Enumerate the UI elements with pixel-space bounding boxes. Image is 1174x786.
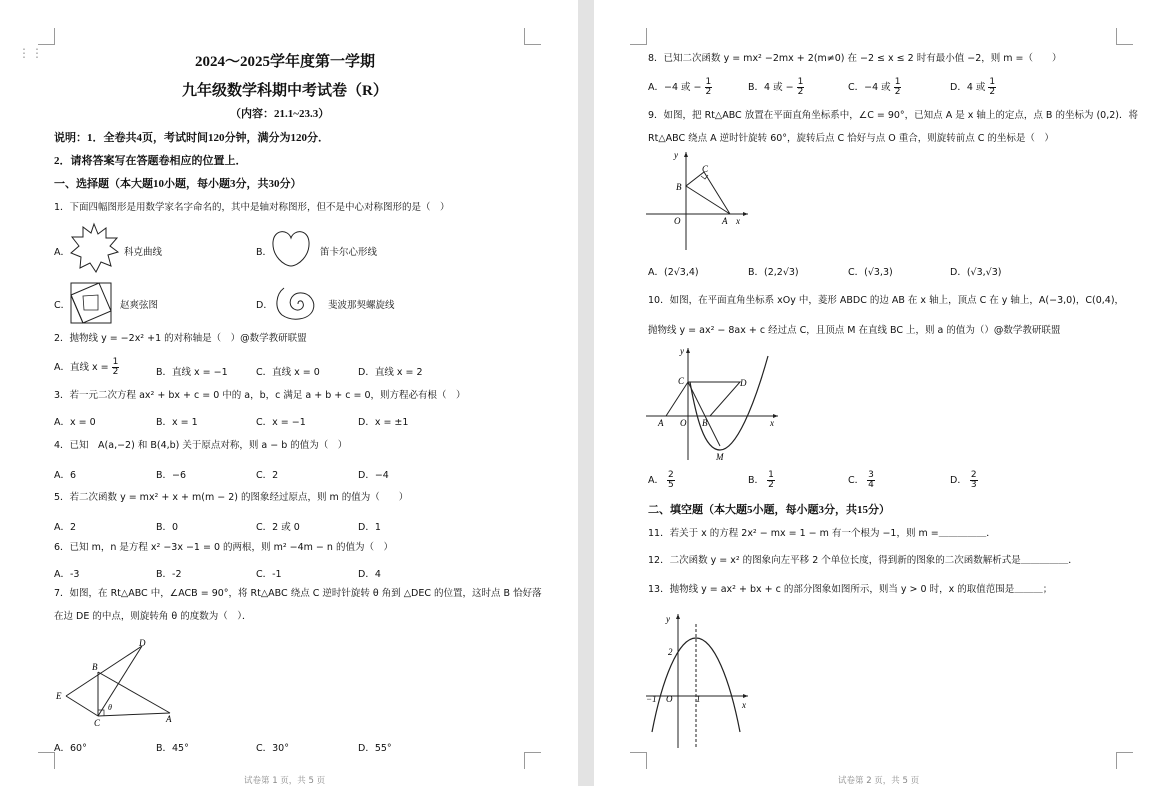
- crop-mark-icon: [524, 752, 541, 769]
- label-e: E: [56, 691, 62, 701]
- crop-mark-icon: [524, 28, 541, 45]
- crop-mark-icon: [630, 28, 647, 45]
- label-theta: θ: [108, 703, 112, 712]
- q8-option-d: [950, 78, 996, 97]
- q10-option-d: [950, 471, 978, 490]
- page-footer: 试卷第 2 页，共 5 页: [838, 776, 920, 786]
- q3-option-c: C．x = −1: [256, 417, 306, 428]
- numerator: 1: [112, 357, 119, 367]
- fraction: [705, 78, 713, 97]
- q3-option-a: A．x = 0: [54, 417, 96, 428]
- q5-option-d: D．1: [358, 522, 381, 533]
- page-footer: 试卷第 1 页，共 5 页: [244, 776, 326, 786]
- q6-option-d: D．4: [358, 569, 381, 580]
- q7-option-d: D．55°: [358, 743, 392, 754]
- label-two: 2: [668, 647, 673, 657]
- question-6: 6．已知 m，n 是方程 x² −3x −1 = 0 的两根，则 m² −4m − n 的值为（ ）: [54, 542, 393, 553]
- content-range: （内容：21.1~23.3）: [230, 108, 330, 120]
- question-4: 4．已知 A(a,−2) 和 B(4,b) 关于原点对称，则 a − b 的值为（ ）: [54, 440, 348, 451]
- numerator: 1: [797, 77, 804, 87]
- option-d-text: 斐波那契螺旋线: [328, 300, 395, 311]
- label-a: A: [722, 216, 728, 226]
- q2-option-a: [54, 358, 119, 377]
- exam-page-1: [0, 0, 578, 786]
- label-a: A: [166, 714, 172, 724]
- denominator: 2: [797, 87, 804, 97]
- denominator: 4: [868, 480, 874, 490]
- q4-option-d: D．−4: [358, 470, 389, 481]
- option-b-label: B．: [256, 247, 273, 258]
- crop-mark-icon: [1116, 28, 1133, 45]
- crop-mark-icon: [38, 752, 55, 769]
- question-12: 12．二次函数 y = x² 的图象向左平移 2 个单位长度，得到新的图象的二次函数解析式是＿＿＿＿＿．: [648, 555, 1078, 566]
- label-a: A: [658, 418, 664, 428]
- q10-option-a-label: A．: [648, 475, 664, 486]
- q2-option-c: C．直线 x = 0: [256, 367, 320, 378]
- question-11: 11．若关于 x 的方程 2x² − mx = 1 − m 有一个根为 −1，则 m =＿＿＿＿＿．: [648, 528, 996, 539]
- q4-option-b: B．−6: [156, 470, 187, 481]
- label-o: O: [680, 418, 687, 428]
- label-c: C: [702, 164, 709, 174]
- crop-mark-icon: [1116, 752, 1133, 769]
- fraction: [767, 471, 775, 490]
- denominator: 2: [112, 367, 119, 377]
- denominator: 2: [768, 480, 774, 490]
- q4-option-a: A．6: [54, 470, 77, 481]
- fraction: [797, 78, 805, 97]
- fraction: [112, 358, 120, 377]
- numerator: 1: [705, 77, 712, 87]
- fraction: [894, 78, 902, 97]
- label-neg1: −1: [646, 694, 657, 704]
- fibonacci-spiral-figure: [272, 282, 322, 322]
- label-c: C: [94, 718, 101, 728]
- cardioid-figure: [270, 226, 312, 268]
- q7-option-a: A．60°: [54, 743, 87, 754]
- q10-option-c: [848, 471, 875, 490]
- numerator: 1: [989, 77, 996, 87]
- question-1: 1．下面四幅图形是用数学家名字命名的，其中是轴对称图形，但不是中心对称图形的是（ ）: [54, 202, 450, 213]
- question-9-line1: 9．如图，把 Rt△ABC 放置在平面直角坐标系中，∠C = 90°，已知点 A 是 x 轴上的定点，点 B 的坐标为 (0,2)．将: [648, 110, 1138, 121]
- denominator: 2: [705, 87, 712, 97]
- q9-option-b: B．(2,2√3): [748, 267, 799, 278]
- option-a-label: A．: [54, 247, 70, 258]
- numerator: 2: [668, 470, 674, 480]
- label-b: B: [92, 662, 98, 672]
- question-9-line2: Rt△ABC 绕点 A 逆时针旋转 60°，旋转后点 C 恰好与点 O 重合，则旋转前点 C 的坐标是（ ）: [648, 133, 1054, 144]
- q5-option-a: A．2: [54, 522, 77, 533]
- q13-parabola-figure: [644, 610, 754, 752]
- label-x: x: [770, 418, 774, 428]
- question-2: 2．抛物线 y = −2x² +1 的对称轴是（ ）@数学教研联盟: [54, 333, 307, 344]
- q10-option-d-label: D．: [950, 475, 967, 486]
- crop-mark-icon: [38, 28, 55, 45]
- q7-triangle-figure: [50, 636, 190, 728]
- q8-option-c-prefix: C．−4 或: [848, 82, 891, 93]
- denominator: 3: [970, 480, 977, 490]
- q8-option-c: [848, 78, 901, 97]
- label-y: y: [680, 346, 684, 356]
- question-7-line1: 7．如图，在 Rt△ABC 中，∠ACB = 90°，将 Rt△ABC 绕点 C 逆时针旋转 θ 角到 △DEC 的位置，这时点 B 恰好落: [54, 588, 542, 599]
- q5-option-c: C．2 或 0: [256, 522, 300, 533]
- option-b-text: 笛卡尔心形线: [320, 247, 378, 258]
- q2-option-b: B．直线 x = −1: [156, 367, 228, 378]
- q8-option-a: [648, 78, 712, 97]
- q6-option-b: B．-2: [156, 569, 182, 580]
- q9-option-a: A．(2√3,4): [648, 267, 699, 278]
- q8-option-b: [748, 78, 804, 97]
- crop-mark-icon: [630, 752, 647, 769]
- koch-snowflake-figure: [68, 222, 120, 274]
- q10-option-b: [748, 471, 775, 490]
- label-c: C: [678, 376, 685, 386]
- question-5: 5．若二次函数 y = mx² + x + m(m − 2) 的图象经过原点，则 m 的值为（ ）: [54, 492, 409, 503]
- fraction: [667, 471, 675, 490]
- option-c-text: 赵爽弦图: [120, 300, 159, 311]
- question-7-line2: 在边 DE 的中点，则旋转角 θ 的度数为（ ）．: [54, 611, 252, 622]
- fraction: [970, 471, 978, 490]
- label-y: y: [666, 614, 670, 624]
- q10-option-b-label: B．: [748, 475, 765, 486]
- drag-handle-icon[interactable]: ⋮⋮: [18, 46, 44, 60]
- q3-option-b: B．x = 1: [156, 417, 198, 428]
- label-o: O: [666, 694, 673, 704]
- question-8: 8．已知二次函数 y = mx² −2mx + 2(m≠0) 在 −2 ≤ x ≤ 2 时有最小值 −2，则 m =（ ）: [648, 53, 1062, 64]
- label-d: D: [139, 638, 146, 648]
- option-c-label: C．: [54, 300, 71, 311]
- q9-coordinate-figure: [644, 148, 754, 252]
- numerator: 2: [970, 470, 977, 480]
- label-one: 1: [696, 694, 701, 704]
- label-m: M: [716, 452, 724, 462]
- q10-option-a: [648, 471, 675, 490]
- fraction: [988, 78, 996, 97]
- page-gap: [578, 0, 594, 786]
- exam-title-line2: 九年级数学科期中考试卷（R）: [182, 83, 388, 99]
- numerator: 1: [894, 77, 901, 87]
- q8-option-b-prefix: B．4 或 −: [748, 82, 794, 93]
- q3-option-d: D．x = ±1: [358, 417, 409, 428]
- label-y: y: [674, 150, 678, 160]
- label-x: x: [736, 216, 740, 226]
- zhao-shuang-figure: [70, 282, 112, 324]
- q9-option-d: D．(√3,√3): [950, 267, 1002, 278]
- question-10-line1: 10．如图，在平面直角坐标系 xOy 中，菱形 ABDC 的边 AB 在 x 轴上，顶点 C 在 y 轴上，A(−3,0)，C(0,4)，: [648, 295, 1125, 306]
- q7-option-b: B．45°: [156, 743, 189, 754]
- numerator: 1: [768, 470, 774, 480]
- numerator: 3: [868, 470, 874, 480]
- denominator: 2: [894, 87, 901, 97]
- q5-option-b: B．0: [156, 522, 179, 533]
- option-d-label: D．: [256, 300, 273, 311]
- q8-option-a-prefix: A．−4 或 −: [648, 82, 702, 93]
- exam-page-2: [594, 0, 1174, 786]
- question-3: 3．若一元二次方程 ax² + bx + c = 0 中的 a，b，c 满足 a + b + c = 0，则方程必有根（ ）: [54, 390, 466, 401]
- label-d: D: [740, 378, 747, 388]
- q6-option-c: C．-1: [256, 569, 282, 580]
- q4-option-c: C．2: [256, 470, 279, 481]
- q9-option-c: C．(√3,3): [848, 267, 893, 278]
- q2-option-a-prefix: A．直线 x =: [54, 362, 109, 373]
- q10-option-c-label: C．: [848, 475, 865, 486]
- denominator: 2: [989, 87, 996, 97]
- q8-option-d-prefix: D．4 或: [950, 82, 986, 93]
- section-heading-fill: 二、填空题（本大题5小题，每小题3分，共15分）: [648, 504, 890, 516]
- fraction: [867, 471, 875, 490]
- exam-note-1: 说明：1．全卷共4页，考试时间120分钟，满分为120分．: [54, 132, 329, 144]
- option-a-text: 科克曲线: [124, 247, 163, 258]
- label-b: B: [676, 182, 682, 192]
- q10-parabola-figure: [644, 346, 784, 466]
- exam-title-line1: 2024～2025学年度第一学期: [195, 54, 376, 70]
- label-b: B: [702, 418, 708, 428]
- question-10-line2: 抛物线 y = ax² − 8ax + c 经过点 C，且顶点 M 在直线 BC 上，则 a 的值为（）@数学教研联盟: [648, 325, 1061, 336]
- label-o: O: [674, 216, 681, 226]
- exam-note-2: 2．请将答案写在答题卷相应的位置上．: [54, 155, 247, 167]
- question-13: 13．抛物线 y = ax² + bx + c 的部分图象如图所示，则当 y > 0 时，x 的取值范围是＿＿＿；: [648, 584, 1053, 595]
- q2-option-d: D．直线 x = 2: [358, 367, 423, 378]
- q7-option-c: C．30°: [256, 743, 289, 754]
- q6-option-a: A．-3: [54, 569, 80, 580]
- section-heading-choice: 一、选择题（本大题10小题，每小题3分，共30分）: [54, 178, 302, 190]
- denominator: 5: [668, 480, 674, 490]
- label-x: x: [742, 700, 746, 710]
